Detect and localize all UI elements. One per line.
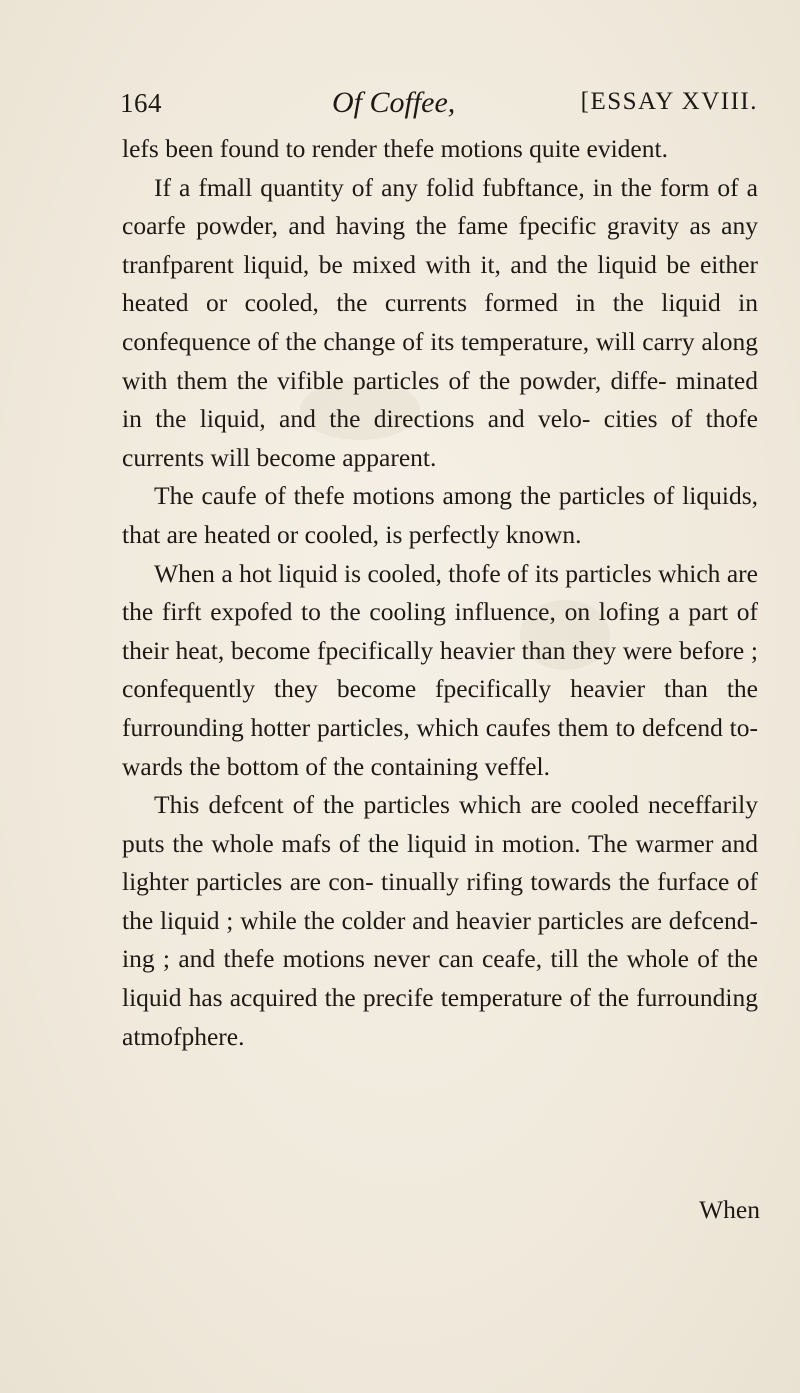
section-reference: [ESSAY XVIII. [580,88,758,115]
paragraph: The caufe of thefe motions among the particles of liquids, that are heated or cooled, is perfectly known. [122,481,758,549]
running-title: Of Coffee, [332,86,456,119]
body-text [122,130,758,1056]
catchword: When [699,1195,760,1224]
paragraph: This defcent of the particles which are cooled neceffarily puts the whole mafs of the liquid in motion. The warmer and lighter particles are con- tinually rifing towards the furface of the liquid ; while the colder and heavier particles are defcend- ing ; and thefe motions never can ceafe, till the whole of the liquid has acquired the precife temperature of the furrounding atmofphere. [122,790,758,1051]
paragraph: lefs been found to render thefe motions quite evident. [122,134,668,163]
page-number: 164 [120,88,162,118]
paragraph: If a fmall quantity of any folid fubftance, in the form of a coarfe powder, and having the fame fpecific gravity as any tranfparent liquid, be mixed with it, and the liquid be either heated or cooled, the currents formed in the liquid in confequence of the change of its temperature, will carry along with them the vifible particles of the powder, diffe- minated in the liquid, and the directions and velo- cities of thofe currents will become apparent. [122,172,758,472]
running-header [120,88,758,128]
paragraph: When a hot liquid is cooled, thofe of its particles which are the firft expofed to the cooling influence, on lofing a part of their heat, become fpecifically heavier than they were before ; confequently they become fpecifically heavier than the furrounding hotter particles, which caufes them to defcend to- wards the bottom of the containing veffel. [122,558,758,781]
